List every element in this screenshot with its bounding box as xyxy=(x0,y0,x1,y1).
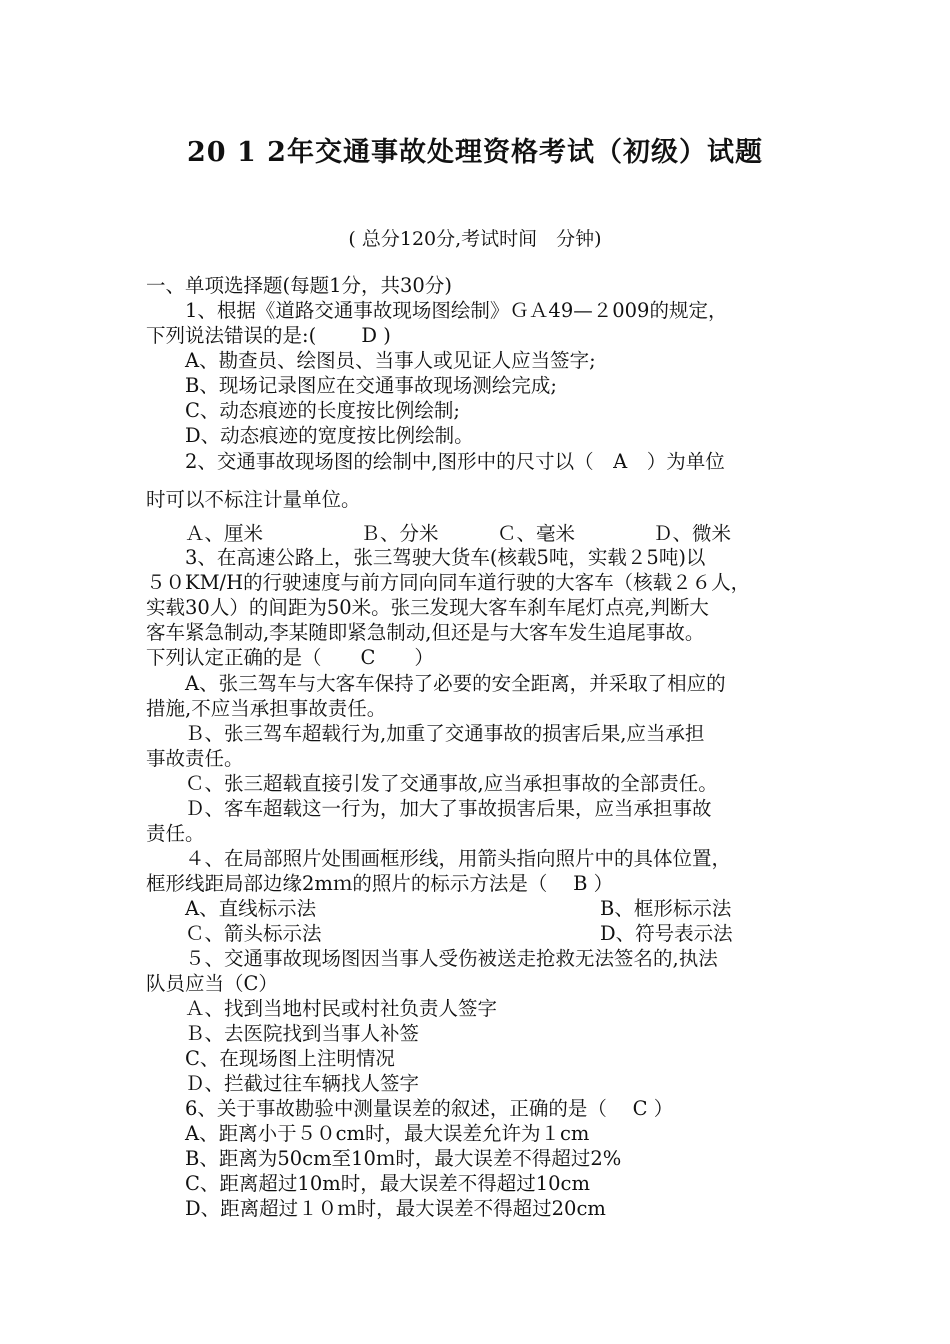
option-5c: C、在现场图上注明情况 xyxy=(146,1047,395,1070)
option-5a: Ａ、找到当地村民或村社负责人签字 xyxy=(146,997,498,1020)
question-3-cont3: 客车紧急制动,李某随即紧急制动,但还是与大客车发生追尾事故。 xyxy=(146,621,705,644)
option-4b: B、框形标示法 xyxy=(600,897,732,920)
question-5: ５、交通事故现场图因当事人受伤被送走抢救无法签名的,执法 xyxy=(146,947,718,970)
options-2: Ａ、厘米 Ｂ、分米 Ｃ、毫米 Ｄ、微米 xyxy=(146,522,732,545)
question-5-cont: 队员应当（C） xyxy=(146,972,278,995)
section-heading: 一、单项选择题(每题1分，共30分) xyxy=(146,274,452,297)
option-5d: Ｄ、拦截过往车辆找人签字 xyxy=(146,1072,420,1095)
question-3-cont2: 实载30人）的间距为50米。张三发现大客车刹车尾灯点亮,判断大 xyxy=(146,596,709,619)
option-1a: A、勘查员、绘图员、当事人或见证人应当签字; xyxy=(146,349,596,372)
option-4d: D、符号表示法 xyxy=(600,922,733,945)
option-6c: C、距离超过10m时，最大误差不得超过10cm xyxy=(146,1172,590,1195)
option-1b: B、现场记录图应在交通事故现场测绘完成; xyxy=(146,374,557,397)
question-3: 3、在高速公路上，张三驾驶大货车(核载5吨，实载２5吨)以 xyxy=(146,546,706,569)
question-4: ４、在局部照片处围画框形线，用箭头指向照片中的具体位置， xyxy=(146,847,732,870)
option-3b-cont: 事故责任。 xyxy=(146,747,244,770)
option-6a: A、距离小于５０cm时，最大误差允许为１cm xyxy=(146,1122,590,1145)
option-3a: A、张三驾车与大客车保持了必要的安全距离，并采取了相应的 xyxy=(146,672,726,695)
option-4c: Ｃ、箭头标示法 xyxy=(146,922,322,945)
question-2-cont: 时可以不标注计量单位。 xyxy=(146,488,361,511)
option-3d: Ｄ、客车超载这一行为，加大了事故损害后果，应当承担事故 xyxy=(146,797,712,820)
question-1-cont: 下列说法错误的是:( D ) xyxy=(146,324,391,347)
question-3-cont1: ５０KM/H的行驶速度与前方同向同车道行驶的大客车（核载２６人， xyxy=(146,571,751,594)
exam-info: ( 总分120分,考试时间 分钟) xyxy=(348,228,602,250)
question-1: 1、根据《道路交通事故现场图绘制》ＧＡ49—２009的规定， xyxy=(146,299,728,322)
option-4a: A、直线标示法 xyxy=(146,897,317,920)
question-2: 2、交通事故现场图的绘制中,图形中的尺寸以（ A ）为单位 xyxy=(146,450,725,473)
option-6d: D、距离超过１０ｍ时，最大误差不得超过20cm xyxy=(146,1197,606,1220)
option-5b: Ｂ、去医院找到当事人补签 xyxy=(146,1022,420,1045)
question-6: 6、关于事故勘验中测量误差的叙述，正确的是（ C ） xyxy=(146,1097,674,1120)
option-3a-cont: 措施,不应当承担事故责任。 xyxy=(146,697,387,720)
option-3c: Ｃ、张三超载直接引发了交通事故,应当承担事故的全部责任。 xyxy=(146,772,718,795)
question-3-cont4: 下列认定正确的是（ C ） xyxy=(146,646,434,669)
option-3d-cont: 责任。 xyxy=(146,822,205,845)
option-1d: D、动态痕迹的宽度按比例绘制。 xyxy=(146,424,474,447)
option-3b: Ｂ、张三驾车超载行为,加重了交通事故的损害后果,应当承担 xyxy=(146,722,705,745)
page-title: 20 1 2年交通事故处理资格考试（初级）试题 xyxy=(187,137,763,168)
option-1c: C、动态痕迹的长度按比例绘制; xyxy=(146,399,460,422)
option-6b: B、距离为50cm至10ｍ时，最大误差不得超过2% xyxy=(146,1147,622,1170)
question-4-cont: 框形线距局部边缘2mｍ的照片的标示方法是（ B ） xyxy=(146,872,614,895)
